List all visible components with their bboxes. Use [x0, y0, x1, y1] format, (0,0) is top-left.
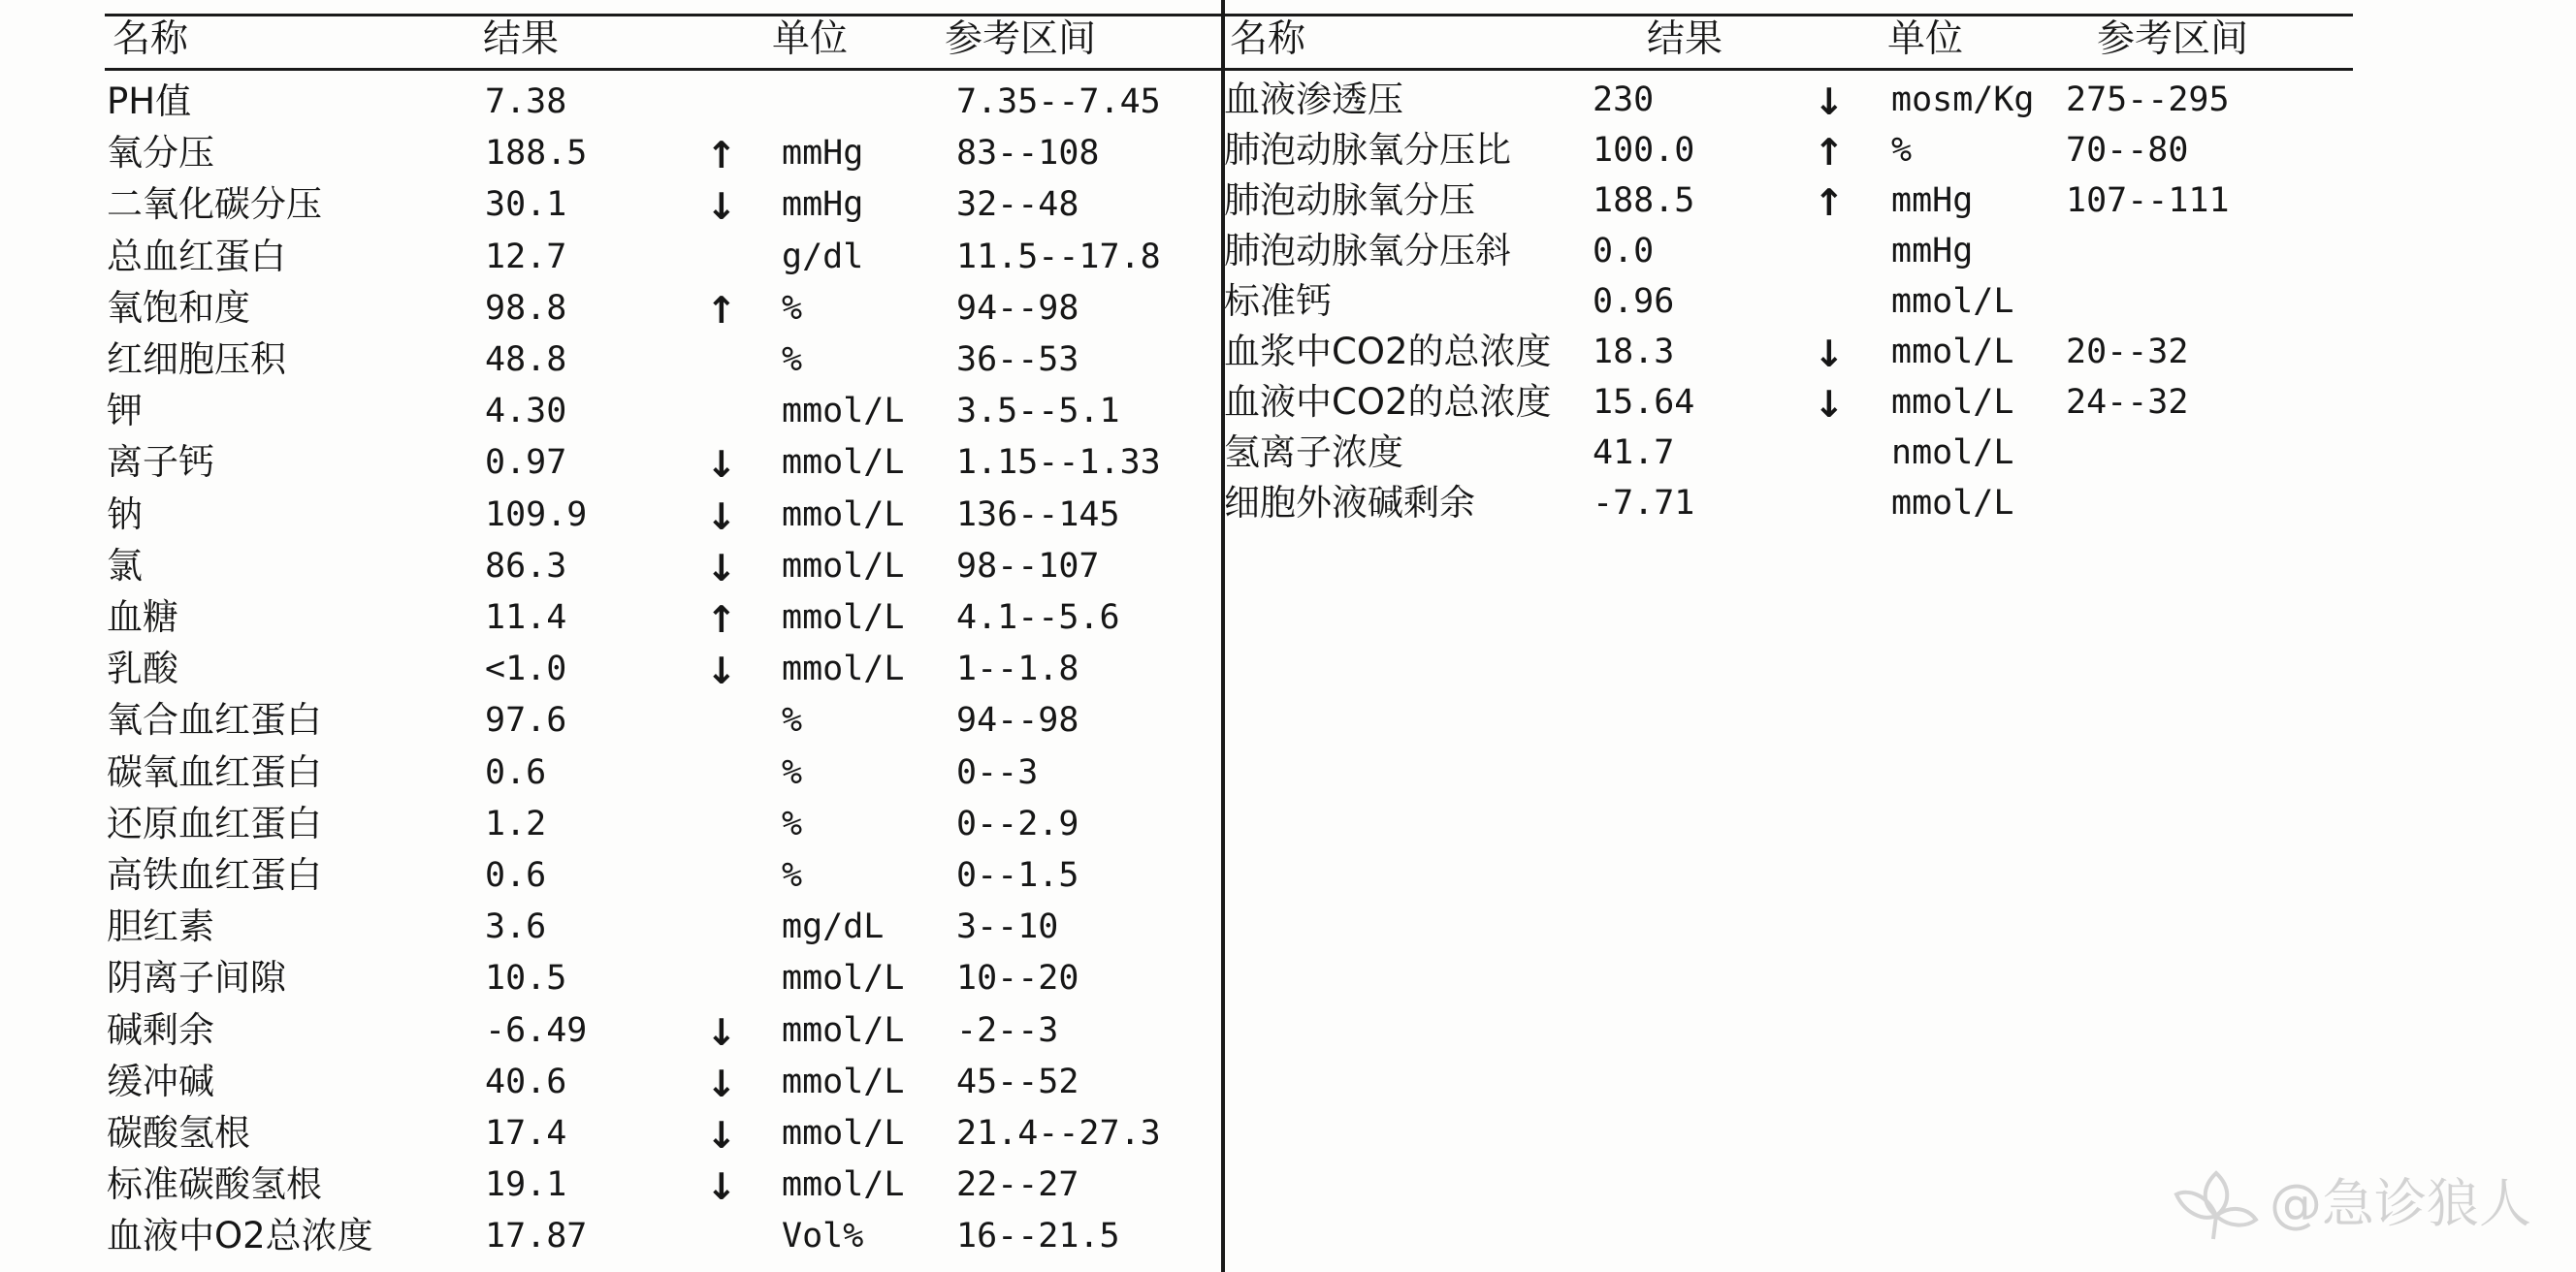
row-range: 10--20	[956, 959, 1079, 999]
row-range: 4.1--5.6	[956, 598, 1120, 637]
row-result: 109.9	[485, 494, 588, 534]
row-flag-icon: ↓	[706, 494, 737, 538]
row-result: -7.71	[1593, 484, 1695, 523]
row-name: 标准钙	[1224, 280, 1332, 322]
row-result: 0.6	[485, 752, 547, 792]
row-result: 86.3	[485, 546, 567, 586]
row-result: 188.5	[485, 134, 588, 174]
row-flag-icon: ↑	[706, 288, 737, 332]
row-result: 18.3	[1593, 333, 1675, 371]
row-result: 0.97	[485, 443, 567, 483]
row-unit: mmol/L	[782, 1062, 905, 1101]
row-name: 缓冲碱	[107, 1060, 214, 1102]
row-unit: %	[1891, 131, 1913, 170]
row-name: PH值	[107, 80, 192, 122]
row-range: 136--145	[956, 494, 1120, 534]
row-name: 血液中O2总浓度	[107, 1215, 373, 1257]
row-name: 血糖	[107, 596, 178, 638]
row-unit: Vol%	[782, 1217, 864, 1256]
row-flag-icon: ↓	[706, 1010, 737, 1054]
row-result: 30.1	[485, 185, 567, 225]
header-range: 参考区间	[945, 17, 1097, 61]
row-unit: mmol/L	[1891, 484, 2014, 523]
row-result: 15.64	[1593, 383, 1695, 422]
row-flag-icon: ↓	[1814, 80, 1845, 123]
row-flag-icon: ↓	[706, 185, 737, 229]
left-results-table	[0, 0, 1224, 1272]
row-result: -6.49	[485, 1010, 588, 1050]
row-unit: mmHg	[1891, 181, 1974, 220]
row-range: 83--108	[956, 134, 1100, 174]
row-range: 0--3	[956, 752, 1039, 792]
row-range: 36--53	[956, 340, 1079, 379]
row-unit: mg/dL	[782, 907, 885, 947]
row-range: 98--107	[956, 546, 1100, 586]
row-unit: mmol/L	[782, 1165, 905, 1205]
row-range: 275--295	[2066, 80, 2230, 119]
header-result: 结果	[483, 17, 560, 61]
row-name: 血浆中CO2的总浓度	[1224, 331, 1552, 372]
row-unit: mmol/L	[782, 546, 905, 586]
row-unit: mmol/L	[782, 392, 905, 431]
row-name: 标准碳酸氢根	[107, 1163, 322, 1206]
row-name: 乳酸	[107, 648, 178, 690]
row-result: 1.2	[485, 804, 547, 843]
row-unit: mmHg	[782, 185, 864, 225]
row-flag-icon: ↑	[706, 134, 737, 177]
row-unit: %	[782, 752, 803, 792]
row-name: 钠	[107, 493, 143, 535]
row-range: 22--27	[956, 1165, 1079, 1205]
row-result: 100.0	[1593, 131, 1695, 170]
row-unit: %	[782, 340, 803, 379]
row-result: 48.8	[485, 340, 567, 379]
row-unit: g/dl	[782, 237, 864, 276]
row-range: 70--80	[2066, 131, 2189, 170]
row-unit: %	[782, 856, 803, 895]
row-result: 3.6	[485, 907, 547, 947]
row-result: 0.96	[1593, 282, 1675, 321]
table-top-rule	[1224, 14, 2353, 16]
row-range: 7.35--7.45	[956, 82, 1161, 121]
row-name: 氢离子浓度	[1224, 431, 1403, 473]
row-name: 胆红素	[107, 906, 214, 948]
row-unit: mosm/Kg	[1891, 80, 2035, 119]
row-unit: mmHg	[1891, 232, 1974, 270]
row-result: 12.7	[485, 237, 567, 276]
row-name: 二氧化碳分压	[107, 183, 322, 226]
row-name: 红细胞压积	[107, 338, 286, 380]
row-flag-icon: ↑	[1814, 131, 1845, 174]
row-unit: mmol/L	[782, 1010, 905, 1050]
row-name: 碳酸氢根	[107, 1112, 250, 1154]
row-result: 7.38	[485, 82, 567, 121]
row-result: 17.87	[485, 1217, 588, 1256]
row-flag-icon: ↑	[1814, 181, 1845, 224]
row-range: 1--1.8	[956, 650, 1079, 689]
row-flag-icon: ↓	[1814, 333, 1845, 375]
row-range: 3.5--5.1	[956, 392, 1120, 431]
header-unit: 单位	[1887, 17, 1964, 61]
row-result: 4.30	[485, 392, 567, 431]
row-result: 97.6	[485, 701, 567, 741]
row-flag-icon: ↓	[706, 1114, 737, 1157]
header-range: 参考区间	[2097, 17, 2249, 61]
row-range: 1.15--1.33	[956, 443, 1161, 483]
row-name: 肺泡动脉氧分压	[1224, 179, 1475, 221]
row-name: 肺泡动脉氧分压斜	[1224, 230, 1511, 271]
row-name: 阴离子间隙	[107, 957, 286, 1000]
row-name: 细胞外液碱剩余	[1224, 482, 1475, 524]
row-flag-icon: ↓	[706, 1062, 737, 1105]
header-rule	[1224, 68, 2353, 71]
row-result: 19.1	[485, 1165, 567, 1205]
row-name: 氧分压	[107, 132, 214, 175]
row-flag-icon: ↓	[706, 546, 737, 589]
watermark	[2171, 1158, 2568, 1251]
row-unit: mmol/L	[782, 959, 905, 999]
row-result: 188.5	[1593, 181, 1695, 220]
header-unit: 单位	[772, 17, 849, 61]
row-range: 20--32	[2066, 333, 2189, 371]
row-name: 肺泡动脉氧分压比	[1224, 129, 1511, 171]
row-name: 钾	[107, 390, 143, 432]
row-name: 碳氧血红蛋白	[107, 750, 322, 793]
header-rule	[105, 68, 1222, 71]
row-name: 碱剩余	[107, 1008, 214, 1051]
row-result: 17.4	[485, 1114, 567, 1153]
row-unit: mmol/L	[782, 598, 905, 637]
row-name: 氧合血红蛋白	[107, 699, 322, 742]
row-unit: mmol/L	[1891, 333, 2014, 371]
header-name: 名称	[1230, 17, 1306, 61]
row-range: 24--32	[2066, 383, 2189, 422]
row-name: 还原血红蛋白	[107, 802, 322, 844]
row-result: 11.4	[485, 598, 567, 637]
row-range: 11.5--17.8	[956, 237, 1161, 276]
row-flag-icon: ↑	[706, 598, 737, 641]
row-range: 32--48	[956, 185, 1079, 225]
row-result: 41.7	[1593, 433, 1675, 472]
row-unit: mmol/L	[782, 443, 905, 483]
row-unit: nmol/L	[1891, 433, 2014, 472]
row-range: 0--2.9	[956, 804, 1079, 843]
row-name: 氧饱和度	[107, 286, 250, 329]
row-unit: mmol/L	[782, 1114, 905, 1153]
row-unit: %	[782, 701, 803, 741]
row-result: <1.0	[485, 650, 567, 689]
row-range: 94--98	[956, 701, 1079, 741]
row-name: 离子钙	[107, 441, 214, 484]
row-name: 氯	[107, 544, 143, 587]
row-flag-icon: ↓	[706, 650, 737, 693]
row-flag-icon: ↓	[706, 443, 737, 487]
row-unit: %	[782, 804, 803, 843]
row-name: 血液渗透压	[1224, 79, 1403, 120]
row-result: 98.8	[485, 288, 567, 328]
row-name: 总血红蛋白	[107, 235, 286, 277]
row-range: 3--10	[956, 907, 1059, 947]
header-name: 名称	[113, 17, 189, 61]
row-unit: %	[782, 288, 803, 328]
leaf-logo-icon	[2171, 1165, 2262, 1243]
row-flag-icon: ↓	[1814, 383, 1845, 426]
table-top-rule	[105, 14, 1222, 16]
row-name: 高铁血红蛋白	[107, 854, 322, 896]
row-unit: mmol/L	[1891, 383, 2014, 422]
row-result: 0.6	[485, 856, 547, 895]
row-range: 16--21.5	[956, 1217, 1120, 1256]
row-result: 10.5	[485, 959, 567, 999]
row-unit: mmHg	[782, 134, 864, 174]
row-range: 107--111	[2066, 181, 2230, 220]
row-range: 0--1.5	[956, 856, 1079, 895]
row-range: 94--98	[956, 288, 1079, 328]
row-unit: mmol/L	[782, 650, 905, 689]
right-results-table	[1224, 0, 2576, 1272]
row-result: 0.0	[1593, 232, 1655, 270]
row-range: 21.4--27.3	[956, 1114, 1161, 1153]
row-result: 40.6	[485, 1062, 567, 1101]
row-name: 血液中CO2的总浓度	[1224, 381, 1552, 423]
watermark-text: @急诊狼人	[2270, 1173, 2531, 1234]
row-range: 45--52	[956, 1062, 1079, 1101]
row-flag-icon: ↓	[706, 1165, 737, 1209]
row-range: -2--3	[956, 1010, 1059, 1050]
row-unit: mmol/L	[782, 494, 905, 534]
header-result: 结果	[1647, 17, 1723, 61]
row-result: 230	[1593, 80, 1655, 119]
row-unit: mmol/L	[1891, 282, 2014, 321]
